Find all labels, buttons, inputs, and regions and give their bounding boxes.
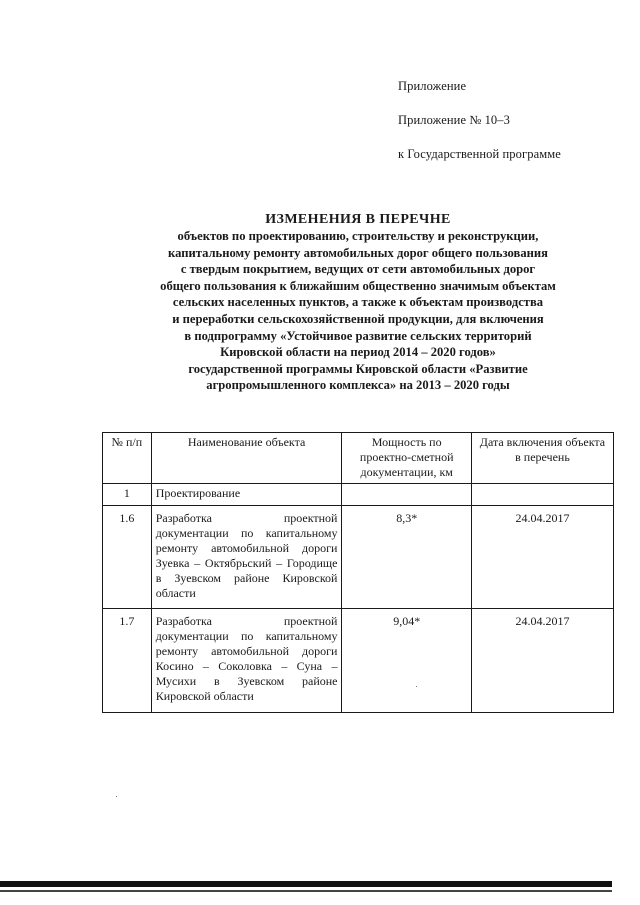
title-main: ИЗМЕНЕНИЯ В ПЕРЕЧНЕ: [265, 212, 451, 227]
title-line: государственной программы Кировской области «Развитие: [188, 361, 528, 376]
title-line: общего пользования к ближайшим общественно значимым объектам: [160, 278, 556, 293]
title-line: сельских населенных пунктов, а также к объектам производства: [172, 295, 544, 310]
scan-border-line: [0, 890, 612, 892]
section-capacity: [342, 484, 471, 506]
section-num: 1: [103, 484, 152, 506]
row-name: Разработка проектной документации по капитальному ремонту автомобильной дороги Косино – Соколовка – Суна – Мусихи в Зуевском районе Кировской области: [151, 609, 342, 713]
objects-table: [102, 432, 614, 713]
title-line: с твердым покрытием, ведущих от сети автомобильных дорог: [180, 262, 536, 277]
title-line: объектов по проектированию, строительству и реконструкции,: [177, 229, 539, 243]
header-name: Наименование объекта: [151, 433, 342, 484]
row-capacity: 8,3*: [342, 506, 471, 609]
table-row: [103, 506, 614, 609]
table-header-row: [103, 433, 614, 484]
row-date: 24.04.2017: [471, 506, 613, 609]
header-date: Дата включения объекта в перечень: [471, 433, 613, 484]
title-line: в подпрограмму «Устойчивое развитие сельских территорий: [184, 328, 532, 343]
section-row: [103, 484, 614, 506]
scan-speck: [416, 686, 417, 687]
row-date: 24.04.2017: [471, 609, 613, 713]
title-line: и переработки сельскохозяйственной продукции, для включения: [172, 311, 544, 326]
title-line: капитальному ремонту автомобильных дорог общего пользования: [168, 245, 548, 260]
row-name: Разработка проектной документации по капитальному ремонту автомобильной дороги Зуевка – Октябрьский – Городище в Зуевском районе Кировской области: [151, 506, 342, 609]
section-date: [471, 484, 613, 506]
document-title: [80, 212, 636, 394]
header-num: № п/п: [103, 433, 152, 484]
appendix-label: Приложение: [398, 79, 467, 93]
table-row: [103, 609, 614, 713]
row-num: 1.7: [103, 609, 152, 713]
appendix-reference: к Государственной программе: [398, 147, 561, 161]
row-num: 1.6: [103, 506, 152, 609]
title-line: Кировской области на период 2014 – 2020 годов»: [220, 345, 496, 360]
scan-border-bar: [0, 881, 612, 887]
scan-speck: [116, 796, 117, 797]
title-line: агропромышленного комплекса» на 2013 – 2020 годы: [206, 378, 510, 393]
row-capacity: 9,04*: [342, 609, 471, 713]
section-name: Проектирование: [151, 484, 342, 506]
header-capacity: Мощность по проектно-сметной документации, км: [342, 433, 471, 484]
appendix-number: Приложение № 10–3: [398, 113, 510, 127]
